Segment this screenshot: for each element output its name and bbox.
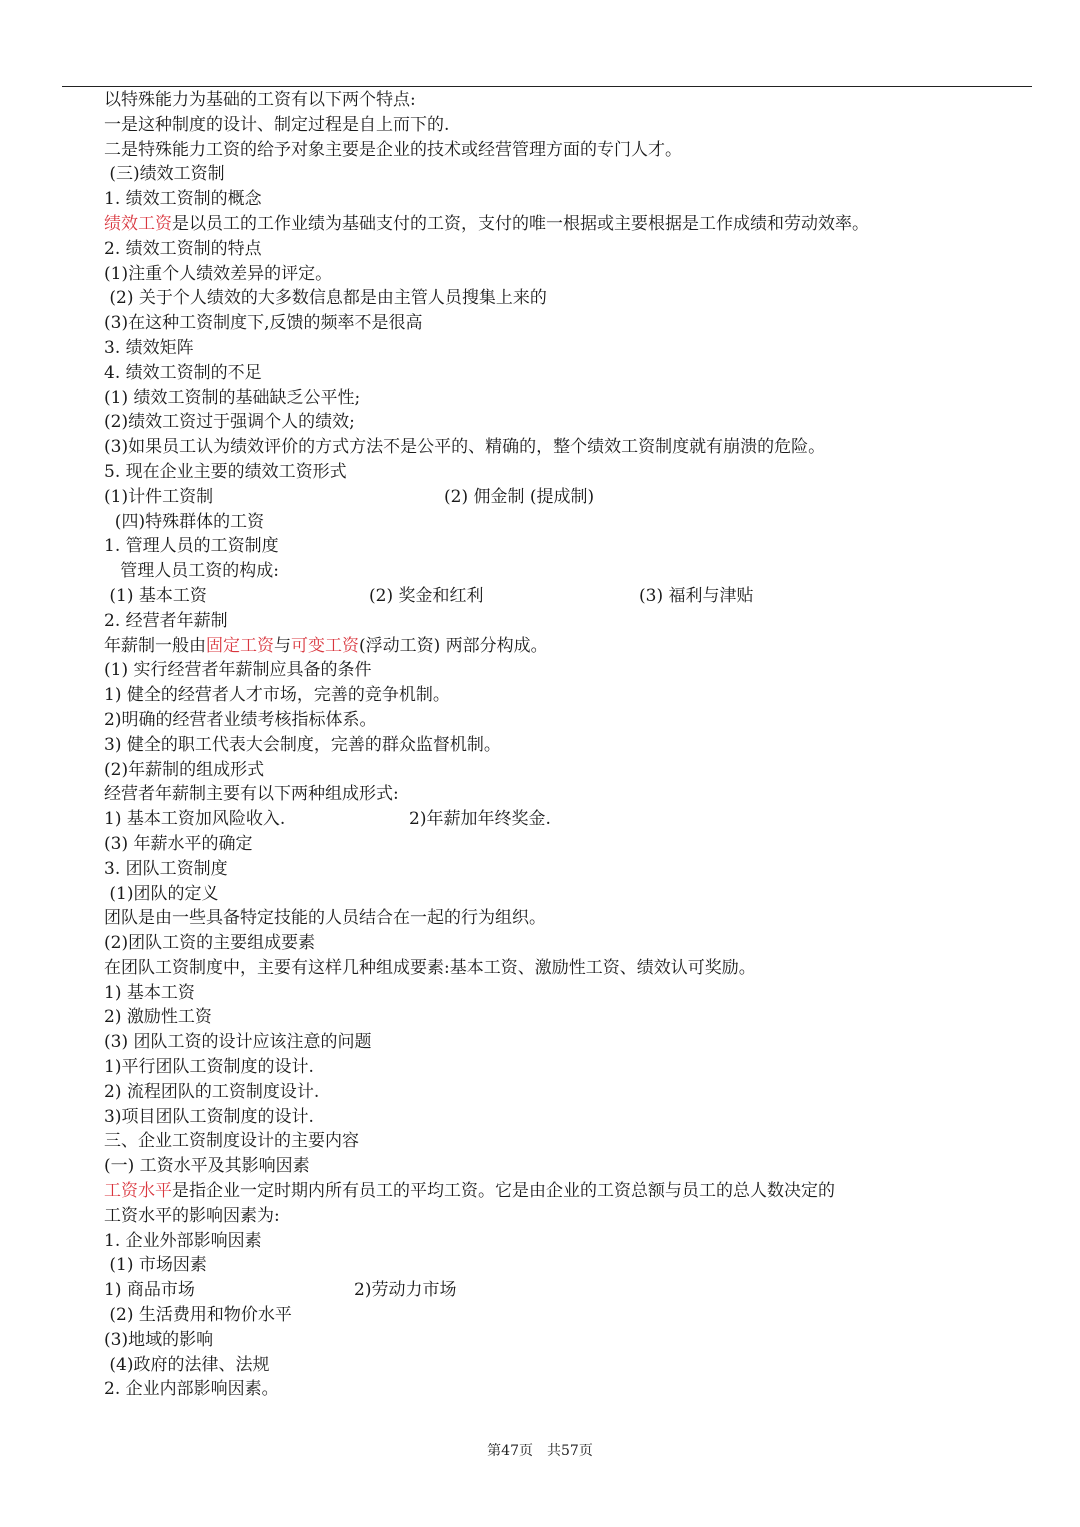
text-column: 2)年薪加年终奖金. [409, 809, 551, 830]
text-segment: (3)在这种工资制度下,反馈的频率不是很高 [104, 313, 423, 334]
text-segment: 在团队工资制度中，主要有这样几种组成要素:基本工资、激励性工资、绩效认可奖励。 [104, 957, 756, 978]
text-segment: (1) 实行经营者年薪制应具备的条件 [104, 660, 372, 681]
text-segment: (3) 团队工资的设计应该注意的问题 [104, 1032, 372, 1053]
text-line [104, 336, 1004, 361]
text-line [104, 733, 1004, 758]
text-segment: 是指企业一定时期内所有员工的平均工资。它是由企业的工资总额与员工的总人数决定的 [172, 1181, 835, 1202]
text-line [104, 262, 1004, 287]
text-segment: 二是特殊能力工资的给予对象主要是企业的技术或经营管理方面的专门人才。 [104, 139, 682, 160]
text-segment: (1)计件工资制 [104, 486, 214, 507]
text-line [104, 510, 1004, 535]
text-line [104, 559, 1004, 584]
text-line [104, 758, 1004, 783]
text-line [104, 882, 1004, 907]
highlighted-term: 固定工资 [206, 635, 274, 656]
text-line [104, 658, 1004, 683]
text-line [104, 832, 1004, 857]
text-segment: 以特殊能力为基础的工资有以下两个特点: [104, 90, 416, 110]
text-line [104, 981, 1004, 1006]
text-line [104, 1179, 1004, 1204]
text-line [104, 386, 1004, 411]
text-line [104, 1080, 1004, 1105]
text-line [104, 956, 1004, 981]
text-line [104, 361, 1004, 386]
text-column: (2) 奖金和红利 [369, 585, 484, 606]
text-segment: (2)年薪制的组成形式 [104, 759, 265, 780]
text-segment: 5. 现在企业主要的绩效工资形式 [104, 461, 347, 482]
text-segment: (4)政府的法律、法规 [104, 1354, 270, 1375]
text-segment: 2)明确的经营者业绩考核指标体系。 [104, 709, 377, 730]
text-line [104, 609, 1004, 634]
text-segment: (2) 关于个人绩效的大多数信息都是由主管人员搜集上来的 [104, 288, 547, 309]
text-segment: 2. 企业内部影响因素。 [104, 1379, 279, 1400]
text-line [104, 1229, 1004, 1254]
text-line [104, 1253, 1004, 1278]
text-segment: 管理人员工资的构成: [104, 561, 279, 582]
text-line [104, 485, 1004, 510]
text-segment: 1)平行团队工资制度的设计. [104, 1057, 314, 1078]
text-line [104, 237, 1004, 262]
text-line [104, 410, 1004, 435]
text-line [104, 1105, 1004, 1130]
highlighted-term: 工资水平 [104, 1181, 172, 1202]
text-segment: 年薪制一般由 [104, 635, 206, 656]
text-segment: (一) 工资水平及其影响因素 [104, 1156, 310, 1177]
text-line [104, 1154, 1004, 1179]
text-line [104, 1377, 1004, 1402]
text-line [104, 1303, 1004, 1328]
text-line [104, 782, 1004, 807]
text-segment: (1) 绩效工资制的基础缺乏公平性; [104, 387, 361, 408]
text-line [104, 1129, 1004, 1154]
text-segment: 3) 健全的职工代表大会制度，完善的群众监督机制。 [104, 734, 501, 755]
text-line [104, 212, 1004, 237]
text-line [104, 534, 1004, 559]
text-segment: 2) 流程团队的工资制度设计. [104, 1081, 320, 1102]
text-segment: 4. 绩效工资制的不足 [104, 362, 262, 383]
header-rule [62, 86, 1032, 87]
text-line [104, 460, 1004, 485]
text-segment: 一是这种制度的设计、制定过程是自上而下的. [104, 114, 450, 135]
page-number: 第47页 [487, 1443, 533, 1459]
text-line [104, 1204, 1004, 1229]
text-line [104, 113, 1004, 138]
text-line [104, 807, 1004, 832]
text-line [104, 708, 1004, 733]
text-line [104, 1005, 1004, 1030]
text-line [104, 138, 1004, 163]
text-line [104, 88, 1004, 113]
text-line [104, 286, 1004, 311]
text-segment: (3) 年薪水平的确定 [104, 833, 253, 854]
text-segment: 3. 团队工资制度 [104, 858, 228, 879]
text-line [104, 683, 1004, 708]
text-segment: (1)团队的定义 [104, 883, 219, 904]
text-segment: (2)团队工资的主要组成要素 [104, 933, 316, 954]
text-segment: 3)项目团队工资制度的设计. [104, 1106, 314, 1127]
text-segment: (2) 生活费用和物价水平 [104, 1305, 292, 1326]
text-line [104, 162, 1004, 187]
text-segment: 2) 激励性工资 [104, 1007, 212, 1028]
text-segment: (1)注重个人绩效差异的评定。 [104, 263, 333, 284]
text-segment: 是以员工的工作业绩为基础支付的工资，支付的唯一根据或主要根据是工作成绩和劳动效率。 [172, 213, 869, 234]
text-line [104, 1328, 1004, 1353]
page-footer [0, 1440, 1080, 1460]
text-segment: 1) 健全的经营者人才市场，完善的竞争机制。 [104, 685, 450, 706]
text-segment: (三)绩效工资制 [104, 164, 225, 185]
text-segment: (1) 基本工资 [104, 585, 207, 606]
text-column: (3) 福利与津贴 [639, 585, 754, 606]
text-segment: (浮动工资) 两部分构成。 [359, 635, 548, 656]
text-segment: (四)特殊群体的工资 [104, 511, 265, 532]
document-body [104, 88, 1004, 1402]
text-segment: 1. 绩效工资制的概念 [104, 189, 262, 210]
text-segment: 与 [274, 635, 291, 656]
text-line [104, 311, 1004, 336]
text-line [104, 906, 1004, 931]
text-line [104, 1278, 1004, 1303]
page-total: 共57页 [547, 1443, 593, 1459]
text-line [104, 435, 1004, 460]
text-segment: 1) 基本工资加风险收入. [104, 809, 286, 830]
text-segment: (3)如果员工认为绩效评价的方式方法不是公平的、精确的，整个绩效工资制度就有崩溃的危险。 [104, 437, 826, 458]
text-column: 2)劳动力市场 [354, 1280, 457, 1301]
text-segment: 1) 商品市场 [104, 1280, 195, 1301]
text-segment: 团队是由一些具备特定技能的人员结合在一起的行为组织。 [104, 908, 546, 929]
text-line [104, 1030, 1004, 1055]
text-segment: 工资水平的影响因素为: [104, 1205, 280, 1226]
text-segment: (3)地域的影响 [104, 1329, 214, 1350]
text-segment: 3. 绩效矩阵 [104, 337, 194, 358]
text-line [104, 634, 1004, 659]
text-line [104, 584, 1004, 609]
text-segment: (2)绩效工资过于强调个人的绩效; [104, 412, 355, 433]
text-segment: 2. 经营者年薪制 [104, 610, 228, 631]
highlighted-term: 可变工资 [291, 635, 359, 656]
text-segment: (1) 市场因素 [104, 1255, 207, 1276]
text-line [104, 1055, 1004, 1080]
text-line [104, 1353, 1004, 1378]
text-line [104, 857, 1004, 882]
highlighted-term: 绩效工资 [104, 213, 172, 234]
text-segment: 1) 基本工资 [104, 982, 195, 1003]
text-segment: 1. 企业外部影响因素 [104, 1230, 262, 1251]
text-segment: 1. 管理人员的工资制度 [104, 536, 279, 557]
text-segment: 经营者年薪制主要有以下两种组成形式: [104, 784, 399, 805]
text-segment: 2. 绩效工资制的特点 [104, 238, 262, 259]
text-segment: 三、企业工资制度设计的主要内容 [104, 1131, 359, 1152]
text-line [104, 187, 1004, 212]
text-line [104, 931, 1004, 956]
text-column: (2) 佣金制 (提成制) [444, 486, 595, 507]
